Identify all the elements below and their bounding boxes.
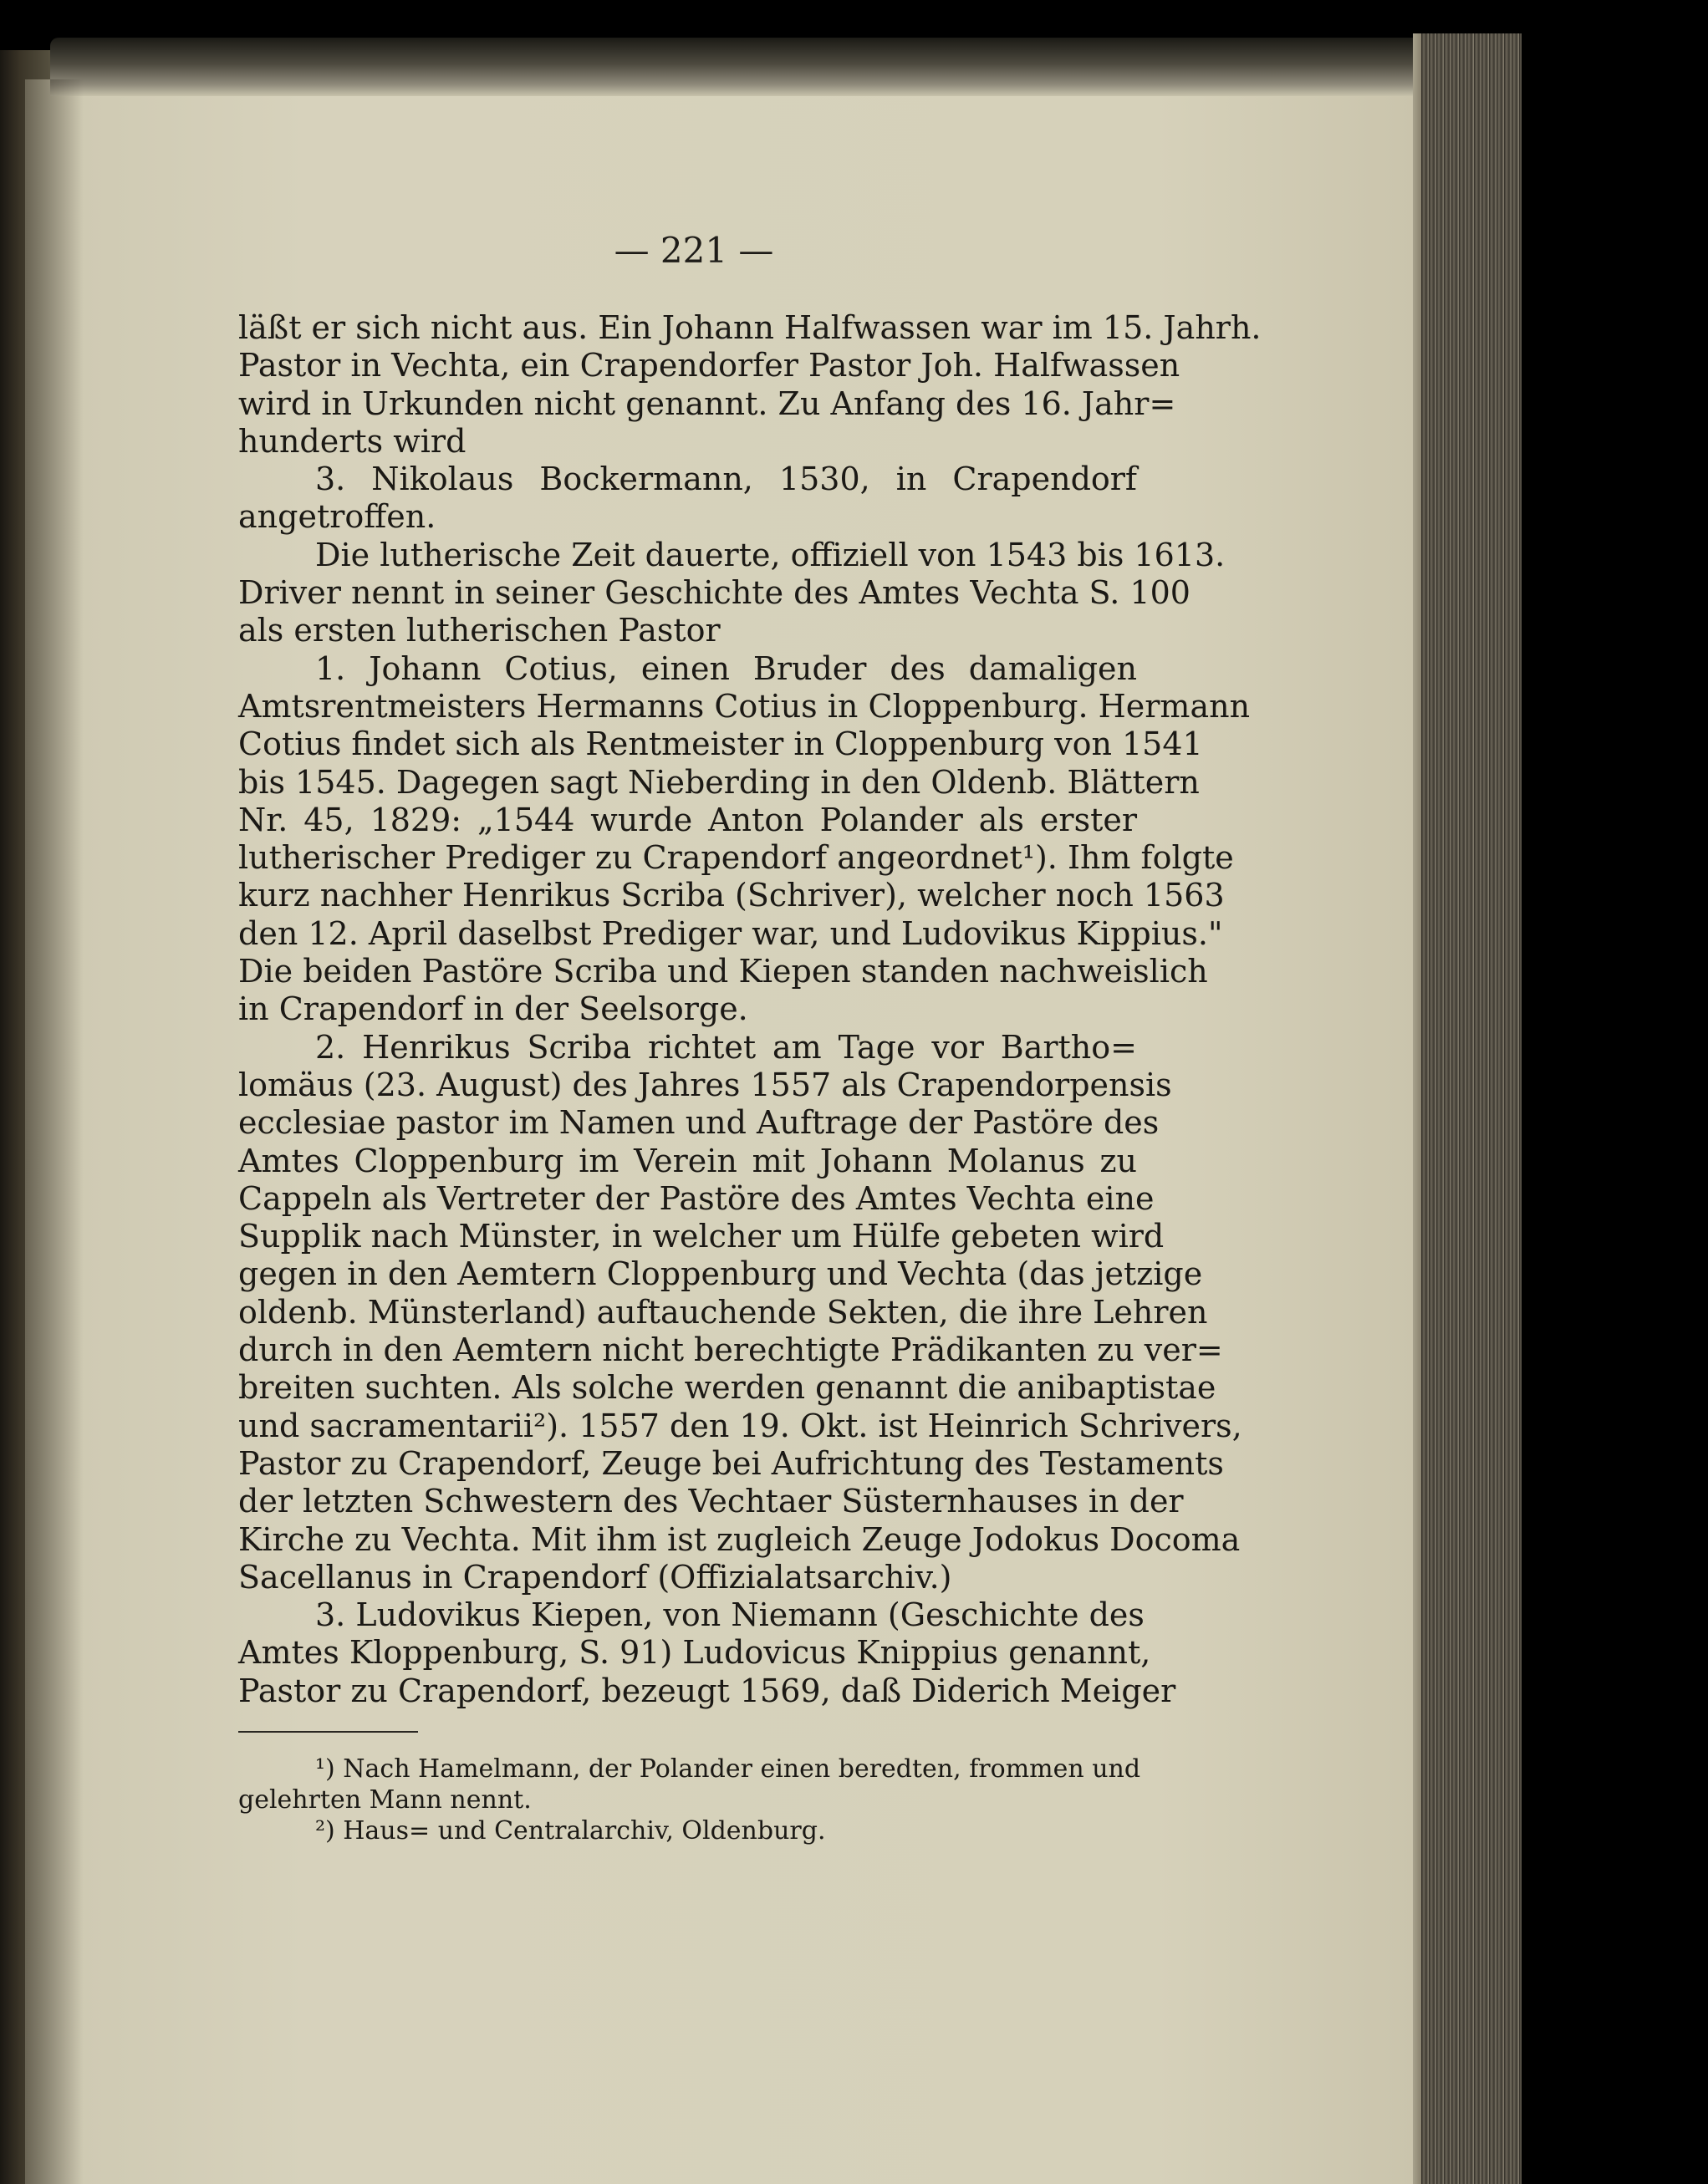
text-line: 2. Henrikus Scriba richtet am Tage vor Bartho= [315, 1028, 1137, 1066]
body-text [238, 309, 1262, 1710]
text-line: Amtes Kloppenburg, S. 91) Ludovicus Knippius genannt, [238, 1634, 1151, 1672]
text-line: Amtes Cloppenburg im Verein mit Johann Molanus zu [238, 1142, 1137, 1179]
text-line: Pastor zu Crapendorf, Zeuge bei Aufrichtung des Testaments [238, 1444, 1224, 1482]
text-line: und sacramentarii²). 1557 den 19. Okt. ist Heinrich Schrivers, [238, 1407, 1242, 1444]
footnote-line: ¹) Nach Hamelmann, der Polander einen beredten, frommen und [315, 1754, 1141, 1784]
text-line: den 12. April daselbst Prediger war, und Ludovikus Kippius." [238, 914, 1223, 952]
book-fore-edge [1421, 33, 1522, 2184]
text-line: 3. Nikolaus Bockermann, 1530, in Crapendorf [315, 461, 1137, 498]
text-line: in Crapendorf in der Seelsorge. [238, 990, 748, 1028]
text-line: Die lutherische Zeit dauerte, offiziell von 1543 bis 1613. [315, 536, 1226, 573]
text-line: Kirche zu Vechta. Mit ihm ist zugleich Zeuge Jodokus Docoma [238, 1520, 1241, 1558]
text-line: lutherischer Prediger zu Crapendorf angeordnet¹). Ihm folgte [238, 839, 1234, 877]
text-line: Amtsrentmeisters Hermanns Cotius in Cloppenburg. Hermann [238, 687, 1251, 725]
footnotes [238, 1754, 1141, 1846]
text-line: wird in Urkunden nicht genannt. Zu Anfang des 16. Jahr= [238, 384, 1176, 422]
text-line: hunderts wird [238, 422, 467, 460]
text-line: Pastor in Vechta, ein Crapendorfer Pastor Joh. Halfwassen [238, 347, 1180, 384]
text-line: Sacellanus in Crapendorf (Offizialatsarchiv.) [238, 1558, 952, 1596]
text-line: angetroffen. [238, 498, 436, 536]
text-line: Cotius findet sich als Rentmeister in Cloppenburg von 1541 [238, 725, 1203, 763]
text-line: gegen in den Aemtern Cloppenburg und Vechta (das jetzige [238, 1255, 1203, 1293]
text-line: der letzten Schwestern des Vechtaer Süsternhauses in der [238, 1483, 1184, 1520]
text-line: Nr. 45, 1829: „1544 wurde Anton Polander als erster [238, 801, 1137, 838]
text-line: oldenb. Münsterland) auftauchende Sekten, die ihre Lehren [238, 1293, 1208, 1331]
text-line: Die beiden Pastöre Scriba und Kiepen standen nachweislich [238, 953, 1208, 990]
text-line: 1. Johann Cotius, einen Bruder des damaligen [315, 649, 1137, 687]
text-line: breiten suchten. Als solche werden genannt die anibaptistae [238, 1369, 1216, 1407]
text-line: kurz nachher Henrikus Scriba (Schriver), welcher noch 1563 [238, 877, 1225, 914]
page-number: — 221 — [614, 230, 774, 271]
text-line: 3. Ludovikus Kiepen, von Niemann (Geschichte des [315, 1596, 1145, 1634]
page-top-edge [50, 38, 1446, 96]
footnote-line: ²) Haus= und Centralarchiv, Oldenburg. [315, 1816, 826, 1845]
text-line: ecclesiae pastor im Namen und Auftrage der Pastöre des [238, 1104, 1160, 1142]
text-line: lomäus (23. August) des Jahres 1557 als Crapendorpensis [238, 1066, 1172, 1103]
text-line: bis 1545. Dagegen sagt Nieberding in den Oldenb. Blättern [238, 763, 1200, 801]
text-line: Pastor zu Crapendorf, bezeugt 1569, daß Diderich Meiger [238, 1672, 1176, 1709]
footnote-divider [238, 1731, 418, 1733]
footnote-line: gelehrten Mann nennt. [238, 1785, 532, 1815]
text-line: Driver nennt in seiner Geschichte des Amtes Vechta S. 100 [238, 574, 1191, 612]
text-line: durch in den Aemtern nicht berechtigte Prädikanten zu ver= [238, 1331, 1223, 1369]
text-line: läßt er sich nicht aus. Ein Johann Halfwassen war im 15. Jahrh. [238, 309, 1262, 346]
text-line: Supplik nach Münster, in welcher um Hülfe gebeten wird [238, 1218, 1165, 1255]
spine-shadow [25, 79, 84, 2184]
text-line: Cappeln als Vertreter der Pastöre des Amtes Vechta eine [238, 1179, 1155, 1217]
text-line: als ersten lutherischen Pastor [238, 612, 721, 649]
